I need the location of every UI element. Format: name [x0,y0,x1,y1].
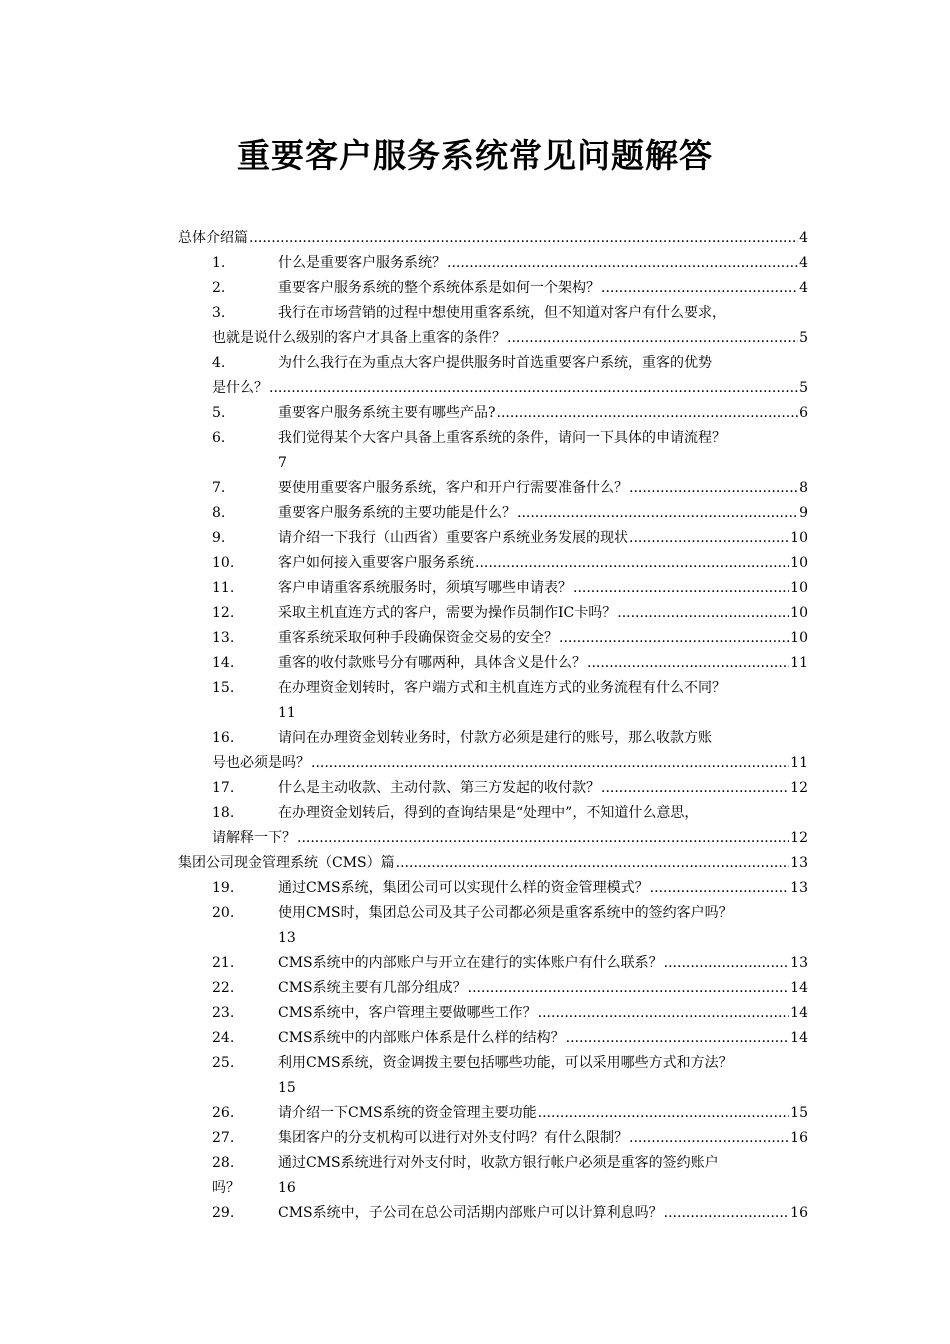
toc-leader-dots [664,951,790,976]
toc-item-text: 使用CMS时，集团总公司及其子公司都必须是重客系统中的签约客户吗？ [278,905,733,921]
toc-page-number: 10 [790,530,808,546]
toc-row [178,876,808,901]
toc-page-number: 8 [799,480,808,496]
toc-item-number: 21. [212,955,235,971]
toc-page-number: 4 [799,255,808,271]
toc-entry[interactable] [178,576,808,601]
toc-leader-dots [601,776,789,801]
toc-item-text: CMS系统中的内部账户体系是什么样的结构？ [278,1030,565,1046]
toc-leader-dots [566,1026,790,1051]
toc-item-text: 客户申请重客系统服务时，须填写哪些申请表？ [278,580,572,596]
toc-leader-dots [507,326,798,351]
toc-row [178,476,808,501]
toc-entry[interactable] [178,1026,808,1051]
toc-row [178,676,808,701]
toc-page-number: 16 [790,1205,808,1221]
toc-item-text: 在办理资金划转时，客户端方式和主机直连方式的业务流程有什么不同？ [278,680,726,696]
toc-item-text: 我行在市场营销的过程中想使用重客系统，但不知道对客户有什么要求， [278,305,726,321]
toc-item-number: 9. [212,530,226,546]
toc-entry[interactable] [178,676,808,726]
toc-leader-dots [497,401,799,426]
toc-leader-dots [311,751,789,776]
toc-item-number: 17. [212,780,235,796]
toc-item-number: 1. [212,255,226,271]
toc-item-text: 通过CMS系统进行对外支付时，收款方银行帐户必须是重客的签约账户 [278,1155,719,1171]
toc-page-number: 10 [790,605,808,621]
toc-entry[interactable] [178,1201,808,1226]
toc-item-text-continued: 号也必须是吗？ [212,755,310,771]
toc-leader-dots [475,551,789,576]
toc-item-number: 6. [212,430,226,446]
toc-item-number: 24. [212,1030,235,1046]
toc-item-number: 19. [212,880,235,896]
toc-leader-dots [629,526,789,551]
toc-item-number: 14. [212,655,235,671]
toc-row [178,951,808,976]
toc-entry[interactable] [178,801,808,851]
toc-leader-dots [573,576,789,601]
toc-row-continued [178,1176,808,1201]
toc-page-number: 6 [799,405,808,421]
toc-item-text: CMS系统主要有几部分组成？ [278,980,467,996]
toc-section-heading[interactable] [178,226,808,251]
toc-leader-dots [629,476,798,501]
toc-entry[interactable] [178,426,808,476]
toc-row [178,1126,808,1151]
toc-page-number: 13 [790,955,808,971]
toc-item-text-continued: 吗？ [212,1180,240,1196]
table-of-contents [178,226,808,1226]
toc-page-number: 13 [790,855,808,871]
toc-item-number: 26. [212,1105,235,1121]
toc-item-text-continued: 是什么？ [212,380,268,396]
toc-item-text: CMS系统中，子公司在总公司活期内部账户可以计算利息吗？ [278,1205,663,1221]
toc-item-text: 请介绍一下我行（山西省）重要客户系统业务发展的现状 [278,530,628,546]
toc-item-number: 12. [212,605,235,621]
toc-row [178,626,808,651]
toc-leader-dots [447,251,798,276]
toc-row-continued [178,376,808,401]
toc-item-number: 22. [212,980,235,996]
toc-row [178,1201,808,1226]
toc-page-number: 16 [278,1180,296,1196]
toc-leader-dots [396,851,790,876]
toc-item-text: 重要客户服务系统的整个系统体系是如何一个架构？ [278,280,600,296]
toc-row [178,1001,808,1026]
toc-entry[interactable] [178,901,808,951]
toc-page-number: 14 [790,1030,808,1046]
toc-item-number: 11. [212,580,235,596]
toc-entry[interactable] [178,551,808,576]
toc-item-text: 重客的收付款账号分有哪两种，具体含义是什么？ [278,655,586,671]
toc-leader-dots [538,1001,790,1026]
toc-leader-dots [587,651,789,676]
toc-page-number: 13 [790,880,808,896]
toc-page-number: 10 [790,630,808,646]
toc-item-text: 客户如何接入重要客户服务系统 [278,555,474,571]
toc-item-text: CMS系统中的内部账户与开立在建行的实体账户有什么联系？ [278,955,663,971]
toc-entry[interactable] [178,1001,808,1026]
toc-section-title: 集团公司现金管理系统（CMS）篇 [178,855,395,871]
toc-page-number: 11 [790,755,808,771]
toc-row [178,726,808,751]
toc-entry[interactable] [178,626,808,651]
toc-item-text: 重要客户服务系统的主要功能是什么？ [278,505,516,521]
toc-entry[interactable] [178,1051,808,1101]
toc-item-number: 20. [212,905,235,921]
toc-page-number: 4 [799,230,808,246]
toc-entry[interactable] [178,976,808,1001]
toc-page-number: 9 [799,505,808,521]
toc-entry[interactable] [178,651,808,676]
toc-item-text: 什么是重要客户服务系统？ [278,255,446,271]
toc-leader-dots [629,1126,789,1151]
toc-row [178,551,808,576]
toc-entry[interactable] [178,876,808,901]
toc-entry[interactable] [178,301,808,351]
toc-leader-dots [617,601,789,626]
toc-page-number: 12 [790,780,808,796]
toc-entry[interactable] [178,1101,808,1126]
toc-leader-dots [269,376,798,401]
toc-page-number: 13 [278,930,296,946]
toc-page-number: 14 [790,980,808,996]
toc-item-number: 27. [212,1130,235,1146]
toc-row [178,251,808,276]
toc-row [178,601,808,626]
toc-entry[interactable] [178,251,808,276]
toc-row [178,1026,808,1051]
toc-item-text-continued: 也就是说什么级别的客户才具备上重客的条件？ [212,330,506,346]
toc-leader-dots [297,826,789,851]
toc-page-number: 11 [278,705,296,721]
toc-item-number: 15. [212,680,235,696]
toc-leader-dots [650,876,790,901]
toc-row [178,801,808,826]
toc-item-number: 13. [212,630,235,646]
toc-item-text: 请介绍一下CMS系统的资金管理主要功能 [278,1105,537,1121]
toc-entry[interactable] [178,726,808,776]
toc-item-text: 采取主机直连方式的客户，需要为操作员制作IC卡吗？ [278,605,617,621]
toc-page-number: 4 [799,280,808,296]
toc-item-number: 10. [212,555,235,571]
toc-entry[interactable] [178,601,808,626]
toc-entry[interactable] [178,951,808,976]
toc-leader-dots [517,501,798,526]
toc-item-text: 要使用重要客户服务系统，客户和开户行需要准备什么？ [278,480,628,496]
toc-page-number: 11 [790,655,808,671]
toc-row [178,901,808,926]
toc-item-text: 什么是主动收款、主动付款、第三方发起的收付款？ [278,780,600,796]
toc-item-text: 请问在办理资金划转业务时，付款方必须是建行的账号，那么收款方账 [278,730,712,746]
toc-row [178,976,808,1001]
toc-row [178,501,808,526]
toc-row [178,351,808,376]
toc-entry[interactable] [178,776,808,801]
toc-row [178,1101,808,1126]
toc-item-text: 集团客户的分支机构可以进行对外支付吗？有什么限制？ [278,1130,628,1146]
toc-entry[interactable] [178,1126,808,1151]
toc-item-number: 7. [212,480,226,496]
toc-item-number: 3. [212,305,226,321]
toc-item-text: 我们觉得某个大客户具备上重客系统的条件，请问一下具体的申请流程？ [278,430,726,446]
toc-row [178,651,808,676]
document-title: 重要客户服务系统常见问题解答 [237,136,713,175]
toc-leader-dots [559,626,789,651]
toc-page-number: 10 [790,555,808,571]
toc-entry[interactable] [178,476,808,501]
toc-row [178,226,808,251]
toc-row [178,301,808,326]
toc-leader-dots [468,976,790,1001]
toc-page-number: 7 [278,455,287,471]
toc-row [178,401,808,426]
toc-leader-dots [664,1201,790,1226]
toc-leader-dots [249,226,798,251]
toc-item-text: 利用CMS系统，资金调拨主要包括哪些功能，可以采用哪些方式和方法？ [278,1055,733,1071]
toc-item-number: 18. [212,805,235,821]
toc-row [178,576,808,601]
toc-item-number: 8. [212,505,226,521]
toc-item-number: 23. [212,1005,235,1021]
toc-item-number: 2. [212,280,226,296]
toc-leader-dots [601,276,798,301]
toc-row [178,276,808,301]
toc-page-number: 10 [790,580,808,596]
toc-row-continued [178,326,808,351]
toc-entry[interactable] [178,1151,808,1201]
toc-page-number: 5 [799,330,808,346]
toc-entry[interactable] [178,501,808,526]
toc-page-number: 15 [278,1080,296,1096]
toc-section-title: 总体介绍篇 [178,230,248,246]
toc-leader-dots [538,1101,790,1126]
toc-row [178,1051,808,1076]
toc-item-number: 29. [212,1205,235,1221]
toc-page-number: 14 [790,1005,808,1021]
toc-item-text-continued: 请解释一下？ [212,830,296,846]
toc-item-text: 在办理资金划转后，得到的查询结果是“处理中”，不知道什么意思， [278,805,699,821]
toc-row [178,526,808,551]
toc-row [178,1151,808,1176]
toc-page-number: 12 [790,830,808,846]
toc-entry[interactable] [178,401,808,426]
toc-item-number: 28. [212,1155,235,1171]
toc-item-text: 为什么我行在为重点大客户提供服务时首选重要客户系统，重客的优势 [278,355,712,371]
toc-item-text: 重客系统采取何种手段确保资金交易的安全？ [278,630,558,646]
toc-item-text: 通过CMS系统，集团公司可以实现什么样的资金管理模式？ [278,880,649,896]
toc-item-text: 重要客户服务系统主要有哪些产品? [278,405,496,421]
toc-row [178,426,808,451]
toc-item-number: 4. [212,355,226,371]
toc-row [178,776,808,801]
toc-page-number: 16 [790,1130,808,1146]
toc-item-number: 16. [212,730,235,746]
toc-entry[interactable] [178,276,808,301]
toc-page-number: 15 [790,1105,808,1121]
toc-item-number: 25. [212,1055,235,1071]
toc-item-number: 5. [212,405,226,421]
toc-item-text: CMS系统中，客户管理主要做哪些工作？ [278,1005,537,1021]
toc-row-continued [178,826,808,851]
toc-section-heading[interactable] [178,851,808,876]
toc-page-number: 5 [799,380,808,396]
toc-row [178,851,808,876]
toc-entry[interactable] [178,526,808,551]
toc-row-continued [178,751,808,776]
toc-entry[interactable] [178,351,808,401]
